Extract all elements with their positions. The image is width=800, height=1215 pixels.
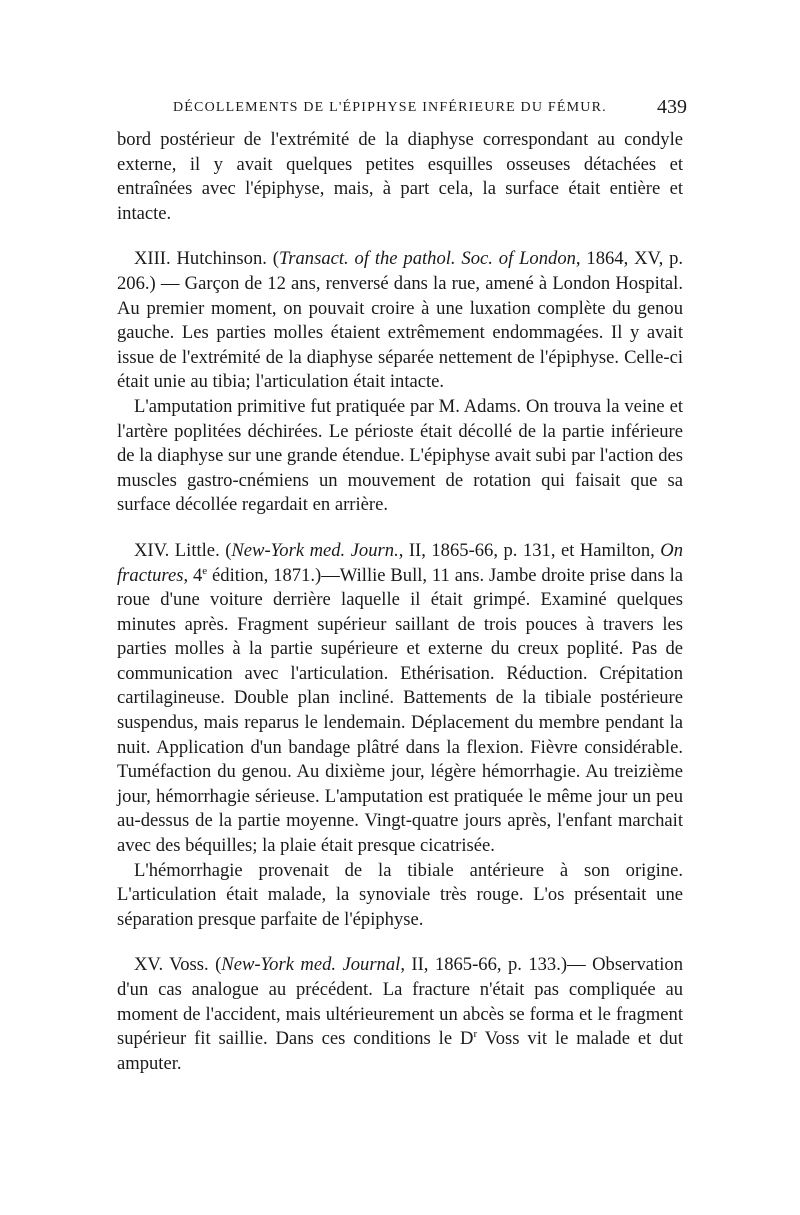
paragraph-text: bord postérieur de l'extrémité de la diaphyse correspondant au condyle externe, il y avait quelques petites esquilles osseuses détachées et entraînées avec l'épiphyse, mais, à part cela, la surface était entière et intacte. — [117, 129, 683, 224]
case-15-journal: New-York med. Journal — [221, 954, 401, 976]
running-title: DÉCOLLEMENTS DE L'ÉPIPHYSE INFÉRIEURE DU FÉMUR. — [173, 100, 607, 115]
case-14-paragraph — [117, 539, 683, 859]
case-15-text: , II, 1865-66, p. 133.)— Observation d'un cas analogue au précédent. La fracture n'était pas compliquée au moment de l'accident, mais ultérieurement un abcès se forma et le fragment supérieur fit saillie. Dans ces conditions le D — [117, 954, 683, 1050]
case-13-journal: Transact. of the pathol. Soc. of London — [278, 248, 576, 270]
case-14-text: édition, 1871.)—Willie Bull, 11 ans. Jambe droite prise dans la roue d'une voiture derrière laquelle il était grimpé. Examiné quelques minutes après. Fragment supérieur saillant de trois pouces à travers les parties molles à la partie supérieure et externe du creux poplité. Pas de communication avec l'articulation. Ethérisation. Réduction. Crépitation cartilagineuse. Double plan incliné. Battements de la tibiale postérieure suspendus, mais reparus le lendemain. Déplacement du membre pendant la nuit. Application d'un bandage plâtré dans la flexion. Fièvre considérable. Tuméfaction du genou. Au dixième jour, légère hémorrhagie. Au treizième jour, hémorrhagie sérieuse. L'amputation est pratiquée le même jour un peu au-dessus de la partie moyenne. Vingt-quatre jours après, l'enfant marchait avec des béquilles; la plaie était presque cicatrisée. — [117, 564, 683, 857]
paragraph-text: L'amputation primitive fut pratiquée par M. Adams. On trouva la veine et l'artère poplitées déchirées. Le périoste était décollé de la partie inférieure de la diaphyse sur une grande étendue. L'épiphyse avait subi par l'action des muscles gastro-cnémiens un mouvement de rotation qui faisait que sa surface décollée regardait en arrière. — [117, 395, 683, 516]
paragraph-text: L'hémorrhagie provenait de la tibiale antérieure à son origine. L'articulation était malade, la synoviale très rouge. L'os présentait une séparation presque parfaite de l'épiphyse. — [117, 859, 683, 930]
case-13-amputation-paragraph — [117, 395, 683, 518]
case-14-hemorrhage-paragraph — [117, 859, 683, 933]
case-14-edition-sup: e — [202, 564, 208, 577]
case-15-lead: XV. Voss. ( — [134, 954, 222, 976]
case-14-book: On fractures — [117, 539, 683, 586]
paragraph-continuation — [117, 128, 683, 226]
case-14-mid: , II, 1865-66, p. 131, et Hamilton, — [398, 539, 661, 561]
case-14-journal: New-York med. Journ. — [231, 539, 399, 561]
body-text — [117, 128, 683, 1076]
case-14-lead: XIV. Little. ( — [134, 539, 232, 561]
running-header — [117, 96, 687, 124]
page-number: 439 — [657, 96, 687, 118]
case-13-text: , 1864, XV, p. 206.) — Garçon de 12 ans, renversé dans la rue, amené à London Hospital. Au premier moment, on pouvait croire à une luxation complète du genou gauche. Les parties molles étaient extrêmement endommagées. Il y avait issue de l'extrémité de la diaphyse séparée nettement de l'épiphyse. Celle-ci était unie au tibia; l'articulation était intacte. — [117, 248, 684, 393]
case-15-paragraph — [117, 953, 683, 1076]
case-13-lead: XIII. Hutchinson. ( — [134, 248, 279, 270]
doctor-abbrev-sup: r — [473, 1028, 478, 1040]
case-15-end: Voss vit le malade et dut amputer. — [117, 1028, 683, 1074]
case-14-edition: , 4 — [183, 564, 203, 586]
case-13-paragraph — [117, 247, 683, 395]
